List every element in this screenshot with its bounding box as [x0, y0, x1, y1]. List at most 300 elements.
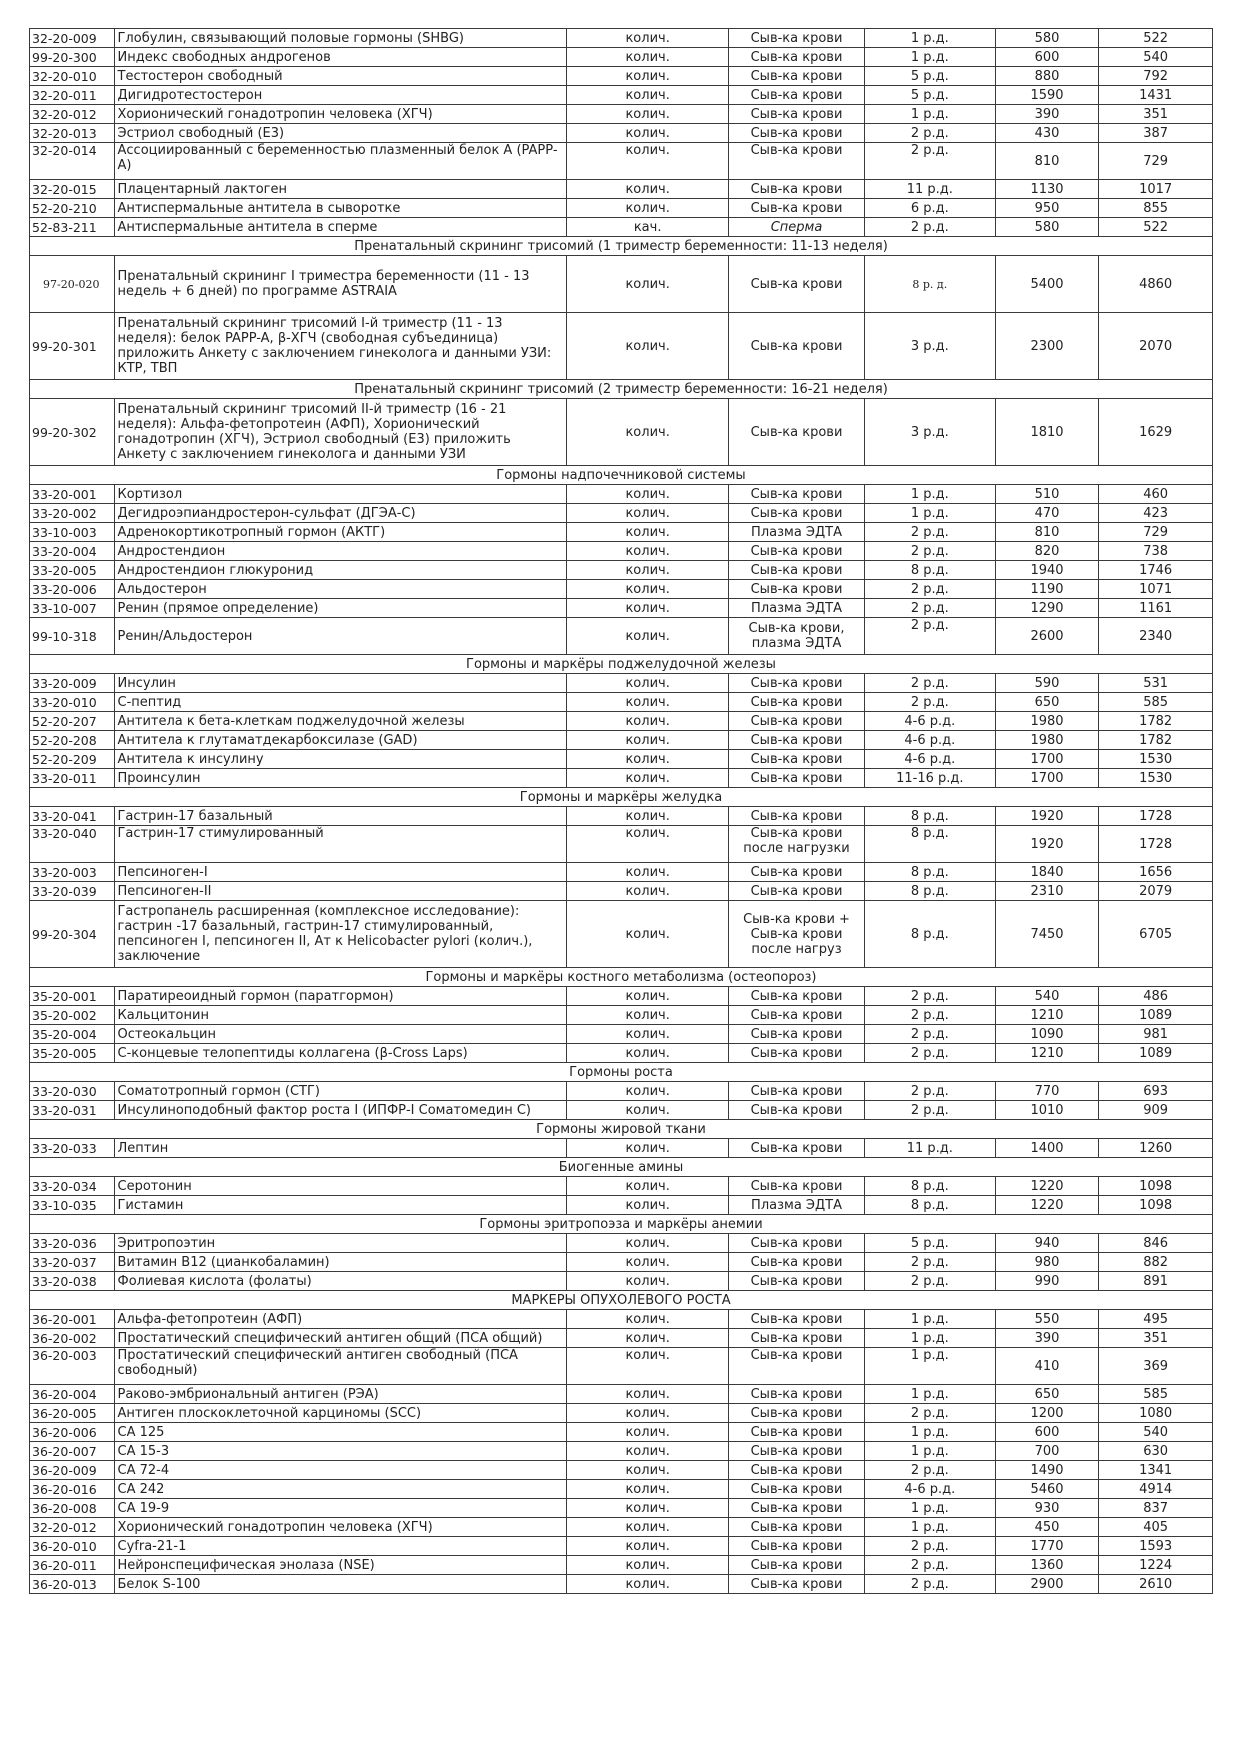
turnaround-time: 2 р.д.	[864, 143, 995, 180]
test-type: колич.	[567, 199, 729, 218]
test-type: колич.	[567, 1480, 729, 1499]
test-type: колич.	[567, 48, 729, 67]
biomaterial: Сыв-ка крови	[729, 674, 865, 693]
test-type: колич.	[567, 1499, 729, 1518]
biomaterial: Сперма	[729, 218, 865, 237]
test-code: 52-20-209	[30, 750, 115, 769]
test-name: С-концевые телопептиды коллагена (β-Cross Laps)	[114, 1044, 567, 1063]
section-header-row	[30, 968, 1213, 987]
price: 2600	[995, 618, 1099, 655]
turnaround-time: 8 р.д.	[864, 1177, 995, 1196]
test-name: Хорионический гонадотропин человека (ХГЧ)	[114, 105, 567, 124]
test-row	[30, 523, 1213, 542]
price: 1090	[995, 1025, 1099, 1044]
test-row	[30, 218, 1213, 237]
biomaterial: Сыв-ка крови	[729, 1253, 865, 1272]
turnaround-time: 4-6 р.д.	[864, 1480, 995, 1499]
test-name: Раково-эмбриональный антиген (РЭА)	[114, 1385, 567, 1404]
price: 2310	[995, 882, 1099, 901]
test-type: колич.	[567, 1044, 729, 1063]
test-type: колич.	[567, 618, 729, 655]
price: 390	[995, 105, 1099, 124]
test-name: Гастрин-17 базальный	[114, 807, 567, 826]
test-name: Фолиевая кислота (фолаты)	[114, 1272, 567, 1291]
discount-price: 2610	[1099, 1575, 1213, 1594]
test-name: Лептин	[114, 1139, 567, 1158]
test-row	[30, 750, 1213, 769]
test-name: Паратиреоидный гормон (паратгормон)	[114, 987, 567, 1006]
biomaterial: Сыв-ка крови	[729, 1575, 865, 1594]
test-code: 36-20-013	[30, 1575, 115, 1594]
test-row	[30, 105, 1213, 124]
biomaterial: Сыв-ка крови, плазма ЭДТА	[729, 618, 865, 655]
test-name: Антитела к бета-клеткам поджелудочной железы	[114, 712, 567, 731]
test-type: колич.	[567, 712, 729, 731]
biomaterial: Сыв-ка крови	[729, 105, 865, 124]
test-type: кач.	[567, 218, 729, 237]
test-name: Альдостерон	[114, 580, 567, 599]
biomaterial: Сыв-ка крови	[729, 712, 865, 731]
test-type: колич.	[567, 143, 729, 180]
biomaterial: Сыв-ка крови	[729, 1348, 865, 1385]
test-name: Альфа-фетопротеин (АФП)	[114, 1310, 567, 1329]
test-code: 33-10-007	[30, 599, 115, 618]
test-row	[30, 1310, 1213, 1329]
turnaround-time: 2 р.д.	[864, 693, 995, 712]
discount-price: 792	[1099, 67, 1213, 86]
test-type: колич.	[567, 1139, 729, 1158]
biomaterial: Сыв-ка крови	[729, 1234, 865, 1253]
turnaround-time: 2 р.д.	[864, 1404, 995, 1423]
discount-price: 1530	[1099, 769, 1213, 788]
test-code: 36-20-011	[30, 1556, 115, 1575]
discount-price: 729	[1099, 143, 1213, 180]
turnaround-time: 8 р.д.	[864, 561, 995, 580]
test-type: колич.	[567, 485, 729, 504]
discount-price: 846	[1099, 1234, 1213, 1253]
turnaround-time: 8 р.д.	[864, 863, 995, 882]
biomaterial: Сыв-ка крови	[729, 1101, 865, 1120]
turnaround-time: 2 р.д.	[864, 1025, 995, 1044]
test-type: колич.	[567, 1385, 729, 1404]
test-type: колич.	[567, 599, 729, 618]
biomaterial: Сыв-ка крови	[729, 807, 865, 826]
test-name: Пренатальный скрининг трисомий I-й триместр (11 - 13 неделя): белок PAPP-A, β-ХГЧ (свободная субъединица) приложить Анкету с заключением гинеколога и данными УЗИ: КТР, ТВП	[114, 313, 567, 380]
price: 1700	[995, 769, 1099, 788]
section-header-row	[30, 380, 1213, 399]
test-name: Индекс свободных андрогенов	[114, 48, 567, 67]
biomaterial: Сыв-ка крови	[729, 29, 865, 48]
test-type: колич.	[567, 901, 729, 968]
biomaterial: Сыв-ка крови	[729, 1025, 865, 1044]
price: 650	[995, 1385, 1099, 1404]
turnaround-time: 1 р.д.	[864, 1423, 995, 1442]
discount-price: 1089	[1099, 1006, 1213, 1025]
discount-price: 369	[1099, 1348, 1213, 1385]
test-code: 35-20-005	[30, 1044, 115, 1063]
test-row	[30, 618, 1213, 655]
test-row	[30, 693, 1213, 712]
biomaterial: Сыв-ка крови	[729, 1480, 865, 1499]
test-name: Ренин/Альдостерон	[114, 618, 567, 655]
turnaround-time: 2 р.д.	[864, 1272, 995, 1291]
biomaterial: Сыв-ка крови	[729, 561, 865, 580]
turnaround-time: 1 р.д.	[864, 1348, 995, 1385]
test-name: Гастропанель расширенная (комплексное исследование): гастрин -17 базальный, гастрин-17 стимулированный, пепсиноген I, пепсиноген II, Ат к Helicobacter pylori (колич.), заключение	[114, 901, 567, 968]
turnaround-time: 2 р.д.	[864, 618, 995, 655]
test-code: 36-20-008	[30, 1499, 115, 1518]
section-title: Пренатальный скрининг трисомий (1 триместр беременности: 11-13 неделя)	[30, 237, 1213, 256]
test-row	[30, 1518, 1213, 1537]
test-name: Простатический специфический антиген свободный (ПСА свободный)	[114, 1348, 567, 1385]
section-header-row	[30, 237, 1213, 256]
test-type: колич.	[567, 1253, 729, 1272]
price: 1210	[995, 1006, 1099, 1025]
section-header-row	[30, 466, 1213, 485]
test-name: Адренокортикотропный гормон (АКТГ)	[114, 523, 567, 542]
turnaround-time: 11 р.д.	[864, 1139, 995, 1158]
turnaround-time: 8 р.д.	[864, 1196, 995, 1215]
section-title: Гормоны эритропоэза и маркёры анемии	[30, 1215, 1213, 1234]
discount-price: 1656	[1099, 863, 1213, 882]
test-code: 32-20-011	[30, 86, 115, 105]
test-name: Пренатальный скрининг I триместра беременности (11 - 13 недель + 6 дней) по программе ASTRAIA	[114, 256, 567, 313]
test-row	[30, 1006, 1213, 1025]
turnaround-time: 2 р.д.	[864, 124, 995, 143]
biomaterial: Сыв-ка крови	[729, 1082, 865, 1101]
test-code: 33-20-009	[30, 674, 115, 693]
price: 1810	[995, 399, 1099, 466]
turnaround-time: 6 р.д.	[864, 199, 995, 218]
test-row	[30, 1385, 1213, 1404]
turnaround-time: 2 р.д.	[864, 1006, 995, 1025]
test-name: Глобулин, связывающий половые гормоны (SHBG)	[114, 29, 567, 48]
turnaround-time: 2 р.д.	[864, 987, 995, 1006]
test-code: 99-20-304	[30, 901, 115, 968]
price: 1840	[995, 863, 1099, 882]
biomaterial: Сыв-ка крови	[729, 67, 865, 86]
discount-price: 891	[1099, 1272, 1213, 1291]
price: 1130	[995, 180, 1099, 199]
biomaterial: Сыв-ка крови	[729, 199, 865, 218]
test-type: колич.	[567, 863, 729, 882]
price: 1980	[995, 731, 1099, 750]
price-list-table	[29, 28, 1213, 1594]
test-row	[30, 256, 1213, 313]
section-title: МАРКЕРЫ ОПУХОЛЕВОГО РОСТА	[30, 1291, 1213, 1310]
turnaround-time: 2 р.д.	[864, 1537, 995, 1556]
discount-price: 729	[1099, 523, 1213, 542]
price: 580	[995, 218, 1099, 237]
test-code: 52-20-207	[30, 712, 115, 731]
test-row	[30, 1575, 1213, 1594]
price: 1940	[995, 561, 1099, 580]
price: 1010	[995, 1101, 1099, 1120]
test-code: 32-20-012	[30, 1518, 115, 1537]
test-code: 52-20-208	[30, 731, 115, 750]
test-code: 36-20-004	[30, 1385, 115, 1404]
test-row	[30, 1177, 1213, 1196]
test-name: Плацентарный лактоген	[114, 180, 567, 199]
test-type: колич.	[567, 1196, 729, 1215]
test-row	[30, 1499, 1213, 1518]
test-row	[30, 1461, 1213, 1480]
discount-price: 1593	[1099, 1537, 1213, 1556]
turnaround-time: 8 р. д.	[864, 256, 995, 313]
discount-price: 1728	[1099, 807, 1213, 826]
test-type: колич.	[567, 882, 729, 901]
test-code: 32-20-009	[30, 29, 115, 48]
discount-price: 6705	[1099, 901, 1213, 968]
test-code: 35-20-002	[30, 1006, 115, 1025]
test-name: СА 72-4	[114, 1461, 567, 1480]
test-name: Кальцитонин	[114, 1006, 567, 1025]
price-list-body	[30, 29, 1213, 1594]
discount-price: 1728	[1099, 826, 1213, 863]
turnaround-time: 4-6 р.д.	[864, 750, 995, 769]
test-code: 33-20-011	[30, 769, 115, 788]
discount-price: 1017	[1099, 180, 1213, 199]
test-name: Антиспермальные антитела в сыворотке	[114, 199, 567, 218]
price: 470	[995, 504, 1099, 523]
price: 650	[995, 693, 1099, 712]
section-title: Гормоны надпочечниковой системы	[30, 466, 1213, 485]
test-type: колич.	[567, 1234, 729, 1253]
discount-price: 522	[1099, 29, 1213, 48]
turnaround-time: 1 р.д.	[864, 105, 995, 124]
price: 930	[995, 1499, 1099, 1518]
test-code: 99-20-302	[30, 399, 115, 466]
biomaterial: Сыв-ка крови	[729, 731, 865, 750]
test-name: Пренатальный скрининг трисомий II-й триместр (16 - 21 неделя): Альфа-фетопротеин (АФП), Хорионический гонадотропин (ХГЧ), Эстриол свободный (Е3) приложить Анкету с заключением гинеколога и данными УЗИ	[114, 399, 567, 466]
price: 1190	[995, 580, 1099, 599]
test-row	[30, 901, 1213, 968]
turnaround-time: 1 р.д.	[864, 1385, 995, 1404]
section-title: Гормоны роста	[30, 1063, 1213, 1082]
discount-price: 585	[1099, 1385, 1213, 1404]
test-row	[30, 485, 1213, 504]
discount-price: 351	[1099, 1329, 1213, 1348]
test-row	[30, 180, 1213, 199]
price: 410	[995, 1348, 1099, 1385]
discount-price: 837	[1099, 1499, 1213, 1518]
test-code: 99-20-301	[30, 313, 115, 380]
test-type: колич.	[567, 1272, 729, 1291]
test-code: 36-20-007	[30, 1442, 115, 1461]
discount-price: 1746	[1099, 561, 1213, 580]
test-row	[30, 1196, 1213, 1215]
test-row	[30, 826, 1213, 863]
test-row	[30, 504, 1213, 523]
test-name: Остеокальцин	[114, 1025, 567, 1044]
biomaterial: Сыв-ка крови	[729, 143, 865, 180]
test-type: колич.	[567, 987, 729, 1006]
test-code: 35-20-001	[30, 987, 115, 1006]
section-title: Гормоны и маркёры поджелудочной железы	[30, 655, 1213, 674]
test-row	[30, 1272, 1213, 1291]
section-title: Гормоны и маркёры желудка	[30, 788, 1213, 807]
biomaterial: Сыв-ка крови	[729, 48, 865, 67]
test-code: 36-20-006	[30, 1423, 115, 1442]
test-name: Антитела к инсулину	[114, 750, 567, 769]
price: 1490	[995, 1461, 1099, 1480]
turnaround-time: 2 р.д.	[864, 674, 995, 693]
price: 5400	[995, 256, 1099, 313]
test-type: колич.	[567, 542, 729, 561]
test-row	[30, 1101, 1213, 1120]
test-type: колич.	[567, 826, 729, 863]
test-code: 33-20-040	[30, 826, 115, 863]
test-code: 33-20-010	[30, 693, 115, 712]
discount-price: 981	[1099, 1025, 1213, 1044]
discount-price: 738	[1099, 542, 1213, 561]
biomaterial: Сыв-ка крови	[729, 1006, 865, 1025]
test-name: СА 15-3	[114, 1442, 567, 1461]
biomaterial: Сыв-ка крови	[729, 769, 865, 788]
turnaround-time: 11 р.д.	[864, 180, 995, 199]
test-code: 33-20-005	[30, 561, 115, 580]
test-row	[30, 48, 1213, 67]
test-type: колич.	[567, 561, 729, 580]
section-header-row	[30, 1063, 1213, 1082]
test-code: 36-20-016	[30, 1480, 115, 1499]
test-code: 32-20-012	[30, 105, 115, 124]
test-code: 32-20-010	[30, 67, 115, 86]
discount-price: 1161	[1099, 599, 1213, 618]
test-type: колич.	[567, 750, 729, 769]
discount-price: 1098	[1099, 1196, 1213, 1215]
test-code: 33-20-041	[30, 807, 115, 826]
test-name: Эритропоэтин	[114, 1234, 567, 1253]
test-name: Хорионический гонадотропин человека (ХГЧ)	[114, 1518, 567, 1537]
turnaround-time: 1 р.д.	[864, 1310, 995, 1329]
discount-price: 585	[1099, 693, 1213, 712]
discount-price: 1341	[1099, 1461, 1213, 1480]
test-name: Антитела к глутаматдекарбоксилазе (GAD)	[114, 731, 567, 750]
turnaround-time: 2 р.д.	[864, 523, 995, 542]
test-type: колич.	[567, 504, 729, 523]
test-type: колич.	[567, 1575, 729, 1594]
test-code: 32-20-013	[30, 124, 115, 143]
section-header-row	[30, 1120, 1213, 1139]
discount-price: 405	[1099, 1518, 1213, 1537]
discount-price: 1530	[1099, 750, 1213, 769]
test-type: колич.	[567, 693, 729, 712]
test-code: 33-20-001	[30, 485, 115, 504]
test-name: Пепсиноген-II	[114, 882, 567, 901]
test-type: колич.	[567, 86, 729, 105]
turnaround-time: 2 р.д.	[864, 1461, 995, 1480]
price: 700	[995, 1442, 1099, 1461]
price: 550	[995, 1310, 1099, 1329]
price: 7450	[995, 901, 1099, 968]
discount-price: 4914	[1099, 1480, 1213, 1499]
test-type: колич.	[567, 1518, 729, 1537]
test-name: Антиген плоскоклеточной карциномы (SCC)	[114, 1404, 567, 1423]
test-type: колич.	[567, 1442, 729, 1461]
test-code: 33-10-003	[30, 523, 115, 542]
discount-price: 460	[1099, 485, 1213, 504]
price: 880	[995, 67, 1099, 86]
test-row	[30, 399, 1213, 466]
turnaround-time: 2 р.д.	[864, 542, 995, 561]
discount-price: 2079	[1099, 882, 1213, 901]
test-type: колич.	[567, 807, 729, 826]
test-row	[30, 987, 1213, 1006]
test-name: Гастрин-17 стимулированный	[114, 826, 567, 863]
test-code: 36-20-005	[30, 1404, 115, 1423]
test-row	[30, 1480, 1213, 1499]
test-code: 99-10-318	[30, 618, 115, 655]
test-row	[30, 1348, 1213, 1385]
turnaround-time: 1 р.д.	[864, 504, 995, 523]
turnaround-time: 11-16 р.д.	[864, 769, 995, 788]
biomaterial: Сыв-ка крови после нагрузки	[729, 826, 865, 863]
price: 1220	[995, 1177, 1099, 1196]
test-row	[30, 67, 1213, 86]
test-name: СА 242	[114, 1480, 567, 1499]
test-row	[30, 1139, 1213, 1158]
price: 510	[995, 485, 1099, 504]
turnaround-time: 4-6 р.д.	[864, 731, 995, 750]
discount-price: 387	[1099, 124, 1213, 143]
price: 2900	[995, 1575, 1099, 1594]
biomaterial: Сыв-ка крови	[729, 1537, 865, 1556]
test-type: колич.	[567, 1310, 729, 1329]
test-name: СА 19-9	[114, 1499, 567, 1518]
test-code: 36-20-009	[30, 1461, 115, 1480]
test-type: колич.	[567, 1556, 729, 1575]
biomaterial: Сыв-ка крови	[729, 1044, 865, 1063]
test-name: Кортизол	[114, 485, 567, 504]
test-type: колич.	[567, 1177, 729, 1196]
test-row	[30, 674, 1213, 693]
biomaterial: Сыв-ка крови	[729, 750, 865, 769]
turnaround-time: 1 р.д.	[864, 1329, 995, 1348]
test-row	[30, 313, 1213, 380]
turnaround-time: 1 р.д.	[864, 1518, 995, 1537]
discount-price: 1260	[1099, 1139, 1213, 1158]
test-code: 99-20-300	[30, 48, 115, 67]
discount-price: 1071	[1099, 580, 1213, 599]
test-name: Гистамин	[114, 1196, 567, 1215]
test-type: колич.	[567, 67, 729, 86]
price: 580	[995, 29, 1099, 48]
test-row	[30, 712, 1213, 731]
section-header-row	[30, 655, 1213, 674]
turnaround-time: 2 р.д.	[864, 1556, 995, 1575]
test-type: колич.	[567, 313, 729, 380]
section-title: Гормоны и маркёры костного метаболизма (остеопороз)	[30, 968, 1213, 987]
price: 600	[995, 48, 1099, 67]
discount-price: 909	[1099, 1101, 1213, 1120]
test-name: Андростендион	[114, 542, 567, 561]
discount-price: 531	[1099, 674, 1213, 693]
discount-price: 4860	[1099, 256, 1213, 313]
price: 1220	[995, 1196, 1099, 1215]
turnaround-time: 2 р.д.	[864, 580, 995, 599]
discount-price: 1098	[1099, 1177, 1213, 1196]
turnaround-time: 2 р.д.	[864, 1575, 995, 1594]
test-type: колич.	[567, 1461, 729, 1480]
test-code: 32-20-015	[30, 180, 115, 199]
biomaterial: Сыв-ка крови	[729, 313, 865, 380]
discount-price: 1224	[1099, 1556, 1213, 1575]
turnaround-time: 5 р.д.	[864, 1234, 995, 1253]
test-code: 33-20-039	[30, 882, 115, 901]
price: 810	[995, 523, 1099, 542]
biomaterial: Сыв-ка крови	[729, 1272, 865, 1291]
